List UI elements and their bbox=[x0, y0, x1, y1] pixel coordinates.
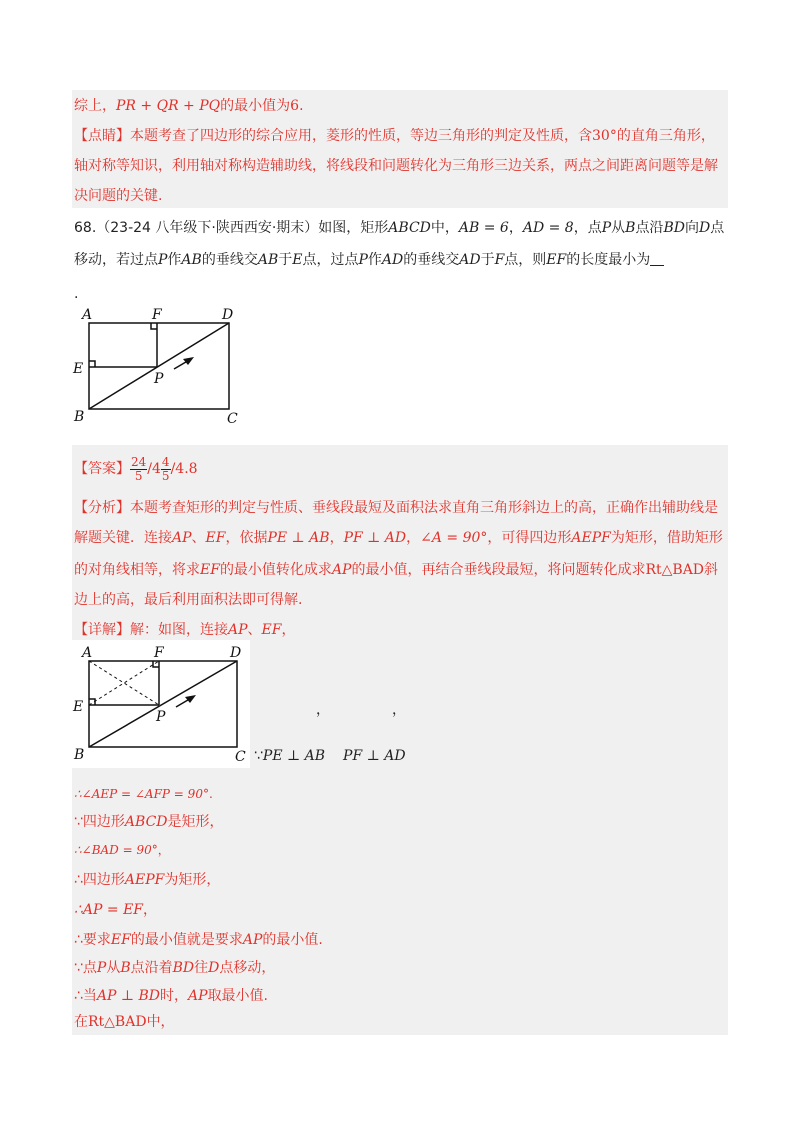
rectangle-figure bbox=[70, 302, 250, 430]
problem-line-1: 68.（23-24 八年级下·陕西西安·期末）如图，矩形ABCD中，AB = 6，AD = 8，点P从B点沿BD向D点 bbox=[74, 220, 725, 236]
label-e: E bbox=[73, 699, 84, 715]
label-a: A bbox=[82, 645, 93, 661]
rectangle-figure-with-diagonals bbox=[70, 640, 250, 768]
label-c: C bbox=[235, 749, 246, 765]
step-3: ∴∠BAD = 90°， bbox=[74, 843, 170, 857]
step-5: ∴AP = EF， bbox=[74, 902, 158, 918]
stray-comma-1: ， bbox=[316, 702, 330, 718]
label-p: P bbox=[154, 371, 164, 387]
label-b: B bbox=[74, 747, 85, 763]
prev-conclusion: 综上，PR + QR + PQ的最小值为6. bbox=[74, 98, 304, 114]
label-d: D bbox=[230, 645, 242, 661]
prev-comment-line-3: 决问题的关键. bbox=[74, 188, 163, 204]
step-4: ∴四边形AEPF为矩形， bbox=[74, 872, 221, 888]
label-f: F bbox=[152, 307, 162, 323]
fraction-4-5: $\frac{4}{5}$ bbox=[161, 454, 170, 483]
step-9: 在Rt△BAD中， bbox=[74, 1014, 175, 1030]
label-a: A bbox=[82, 307, 93, 323]
label-f: F bbox=[154, 645, 164, 661]
step-7: ∵点P从B点沿着BD往D点移动， bbox=[74, 960, 276, 976]
label-d: D bbox=[222, 307, 234, 323]
label-c: C bbox=[227, 411, 238, 427]
diagonal-bd bbox=[89, 323, 229, 409]
prev-comment-line-2: 轴对称等知识，利用轴对称构造辅助线，将线段和问题转化为三角形三边关系，两点之间距离问题等是解 bbox=[74, 158, 718, 174]
right-angle-e bbox=[89, 361, 95, 367]
step-6: ∴要求EF的最小值就是要求AP的最小值. bbox=[74, 932, 323, 948]
analysis-line-4: 边上的高，最后利用面积法即可得解. bbox=[74, 592, 303, 608]
answer-line: 【答案】 $\frac{24}{5}$ /4 $\frac{4}{5}$ /4.8 bbox=[74, 454, 198, 483]
because-perpendicular: ∵PE ⊥ AB PF ⊥ AD bbox=[254, 748, 406, 764]
problem-line-2: 移动，若过点P作AB的垂线交AB于E点，过点P作AD的垂线交AD于F点，则EF的长度最小为 bbox=[74, 250, 664, 270]
analysis-line-3: 的对角线相等，将求EF的最小值转化成求AP的最小值，再结合垂线段最短，将问题转化成求Rt△BAD斜 bbox=[74, 562, 719, 578]
step-8: ∴当AP ⊥ BD时，AP取最小值. bbox=[74, 988, 269, 1004]
label-e: E bbox=[73, 361, 84, 377]
prev-comment-line-1: 【点睛】本题考查了四边形的综合应用，菱形的性质，等边三角形的判定及性质，含30°的直角三角形， bbox=[74, 128, 715, 144]
step-2: ∵四边形ABCD是矩形， bbox=[74, 814, 224, 830]
fraction-24-5: $\frac{24}{5}$ bbox=[131, 454, 147, 483]
right-angle-f bbox=[151, 323, 157, 329]
analysis-line-2: 解题关键．连接AP、EF，依据PE ⊥ AB，PF ⊥ AD，∠A = 90°，可得四边形AEPF为矩形，借助矩形 bbox=[74, 530, 723, 546]
label-b: B bbox=[74, 409, 85, 425]
detail-line-1: 【详解】解：如图，连接AP、EF， bbox=[74, 622, 296, 638]
stray-comma-2: ， bbox=[392, 702, 406, 718]
analysis-line-1: 【分析】本题考查矩形的判定与性质、垂线段最短及面积法求直角三角形斜边上的高，正确作出辅助线是 bbox=[74, 500, 718, 516]
arrow-head bbox=[183, 357, 194, 365]
label-p: P bbox=[156, 709, 166, 725]
step-1: ∴∠AEP = ∠AFP = 90°. bbox=[74, 787, 213, 801]
answer-blank bbox=[650, 251, 664, 266]
problem-line-3: . bbox=[74, 286, 79, 302]
